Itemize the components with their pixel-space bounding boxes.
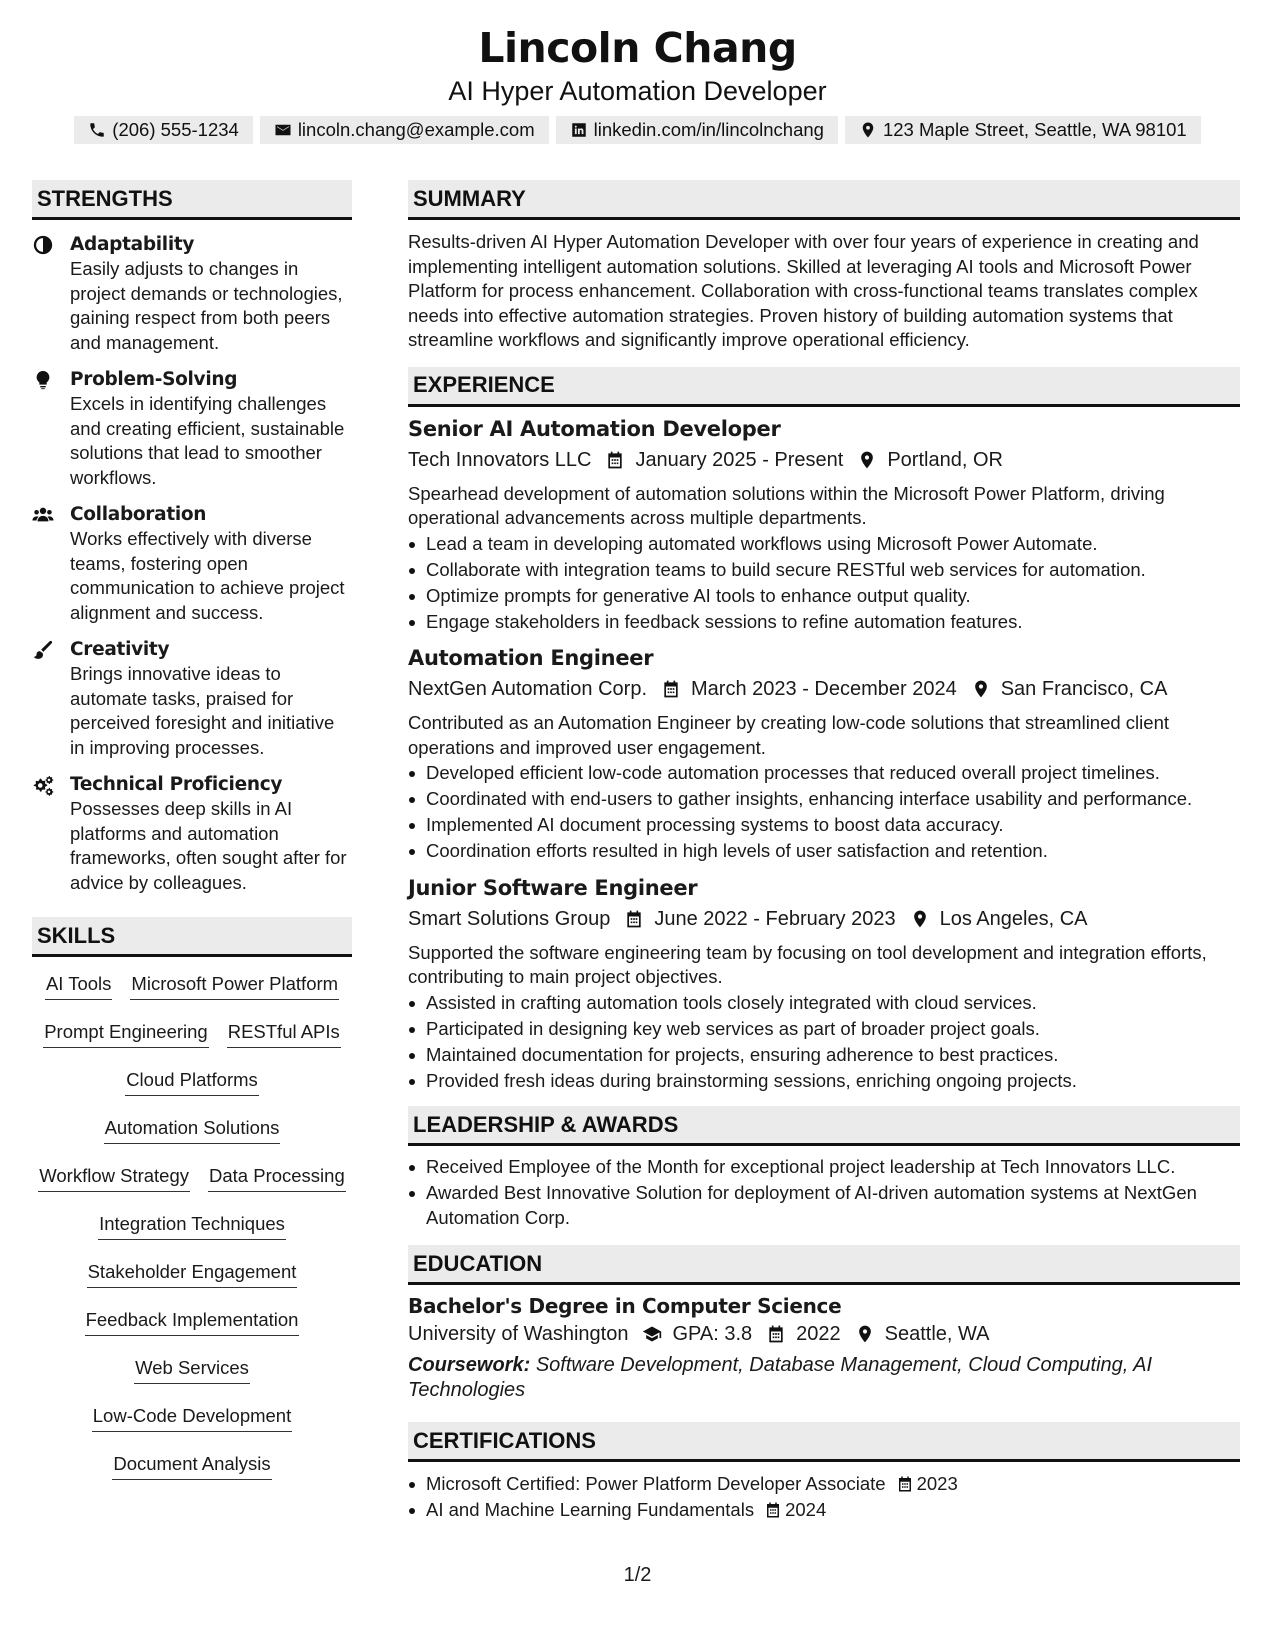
map-pin-icon — [910, 909, 930, 929]
job-bullet: Lead a team in developing automated workflows using Microsoft Power Automate. — [408, 532, 1240, 557]
summary-text: Results-driven AI Hyper Automation Developer with over four years of experience in creating and implementing intelligent automation solutions. Skilled at leveraging AI tools and Microsoft Power Platform for process enhancement. Collaboration with cross-functional teams translates complex needs into effective automation strategies. Proven history of building automation systems that streamline workflows and significantly improve operational efficiency. — [408, 231, 1199, 350]
phone-icon — [88, 121, 106, 139]
job-bullet: Assisted in crafting automation tools closely integrated with cloud services. — [408, 991, 1240, 1016]
job-bullet: Optimize prompts for generative AI tools to enhance output quality. — [408, 584, 1240, 609]
skill-tag: Integration Techniques — [98, 1207, 286, 1240]
education-heading: EDUCATION — [408, 1245, 1240, 1285]
skill-tag: Automation Solutions — [104, 1111, 281, 1144]
skill-tag: Data Processing — [208, 1159, 346, 1192]
email-text: lincoln.chang@example.com — [297, 119, 535, 140]
certification-year: 2024 — [785, 1499, 827, 1520]
map-pin-icon — [859, 121, 877, 139]
job-bullets — [408, 991, 1240, 1094]
strength-item — [32, 773, 352, 895]
graduation-cap-icon — [642, 1324, 662, 1344]
users-icon — [32, 504, 54, 526]
degree-title: Bachelor's Degree in Computer Science — [408, 1294, 842, 1318]
contact-email[interactable] — [260, 116, 549, 144]
contact-bar — [0, 116, 1275, 144]
job-meta — [408, 445, 1240, 475]
job-bullet: Maintained documentation for projects, ensuring adherence to best practices. — [408, 1043, 1240, 1068]
strength-title: Problem-Solving — [70, 369, 238, 390]
skill-tag: Prompt Engineering — [43, 1015, 209, 1048]
skill-tag: Feedback Implementation — [85, 1303, 300, 1336]
job-company: Tech Innovators LLC — [408, 448, 592, 471]
strength-title: Creativity — [70, 639, 170, 660]
graduation-year: 2022 — [796, 1323, 841, 1345]
phone-text: (206) 555-1234 — [112, 119, 239, 140]
job-bullet: Coordination efforts resulted in high levels of user satisfaction and retention. — [408, 839, 1240, 864]
job-bullets — [408, 532, 1240, 635]
job-entry — [408, 415, 1240, 635]
award-bullet: Awarded Best Innovative Solution for deployment of AI-driven automation systems at NextGen Automation Corp. — [408, 1181, 1240, 1230]
strength-desc: Works effectively with diverse teams, fostering open communication to achieve project alignment and success. — [70, 528, 345, 623]
contact-address — [845, 116, 1201, 144]
certification-year: 2023 — [916, 1473, 958, 1494]
job-location: Los Angeles, CA — [939, 907, 1088, 930]
left-column — [32, 180, 352, 1495]
job-company: NextGen Automation Corp. — [408, 678, 648, 700]
strength-desc: Excels in identifying challenges and creating efficient, sustainable solutions that lead to smoother workflows. — [70, 393, 345, 488]
strength-title: Technical Proficiency — [70, 774, 283, 795]
leadership-heading: LEADERSHIP & AWARDS — [408, 1106, 1240, 1146]
calendar-icon — [624, 909, 644, 929]
map-pin-icon — [857, 450, 877, 470]
calendar-icon — [766, 1324, 786, 1344]
job-dates: June 2022 - February 2023 — [654, 907, 896, 930]
job-bullet: Coordinated with end-users to gather insights, enhancing interface usability and performance. — [408, 787, 1240, 812]
paintbrush-icon — [32, 639, 54, 661]
skill-tag: Stakeholder Engagement — [87, 1255, 298, 1288]
school-location: Seattle, WA — [884, 1323, 990, 1345]
job-entry — [408, 874, 1240, 1094]
strengths-heading: STRENGTHS — [32, 180, 352, 220]
skill-tag: RESTful APIs — [227, 1015, 341, 1048]
skill-tag: Web Services — [134, 1351, 250, 1384]
certification-item — [408, 1498, 1240, 1523]
skill-tag: Cloud Platforms — [125, 1063, 259, 1096]
linkedin-text: linkedin.com/in/lincolnchang — [593, 119, 824, 140]
gpa: GPA: 3.8 — [672, 1323, 753, 1345]
job-dates: March 2023 - December 2024 — [691, 678, 957, 700]
skills-list — [32, 967, 352, 1495]
job-bullet: Provided fresh ideas during brainstorming sessions, enriching ongoing projects. — [408, 1069, 1240, 1094]
job-meta — [408, 904, 1240, 934]
contact-linkedin[interactable] — [556, 116, 838, 144]
strengths-list — [32, 233, 352, 895]
strength-desc: Easily adjusts to changes in project demands or technologies, gaining respect from both peers and management. — [70, 258, 343, 353]
job-dates: January 2025 - Present — [635, 448, 844, 471]
certification-name: Microsoft Certified: Power Platform Developer Associate — [426, 1473, 886, 1494]
job-bullets — [408, 761, 1240, 864]
half-circle-icon — [32, 234, 54, 256]
job-location: Portland, OR — [887, 448, 1003, 471]
coursework-text: Software Development, Database Management, Cloud Computing, AI Technologies — [408, 1354, 1153, 1401]
strength-item — [32, 233, 352, 355]
strength-title: Collaboration — [70, 504, 207, 525]
calendar-icon — [764, 1501, 782, 1519]
skills-heading: SKILLS — [32, 917, 352, 957]
job-description: Spearhead development of automation solutions within the Microsoft Power Platform, driving operational advancements across multiple departments. — [408, 482, 1165, 528]
strength-item — [32, 368, 352, 490]
strength-desc: Possesses deep skills in AI platforms and automation frameworks, often sought after for advice by colleagues. — [70, 798, 347, 893]
certification-item — [408, 1472, 1240, 1497]
address-text: 123 Maple Street, Seattle, WA 98101 — [882, 119, 1187, 140]
strength-desc: Brings innovative ideas to automate tasks, praised for perceived foresight and initiative in improving processes. — [70, 663, 335, 758]
skill-tag: Document Analysis — [112, 1447, 271, 1480]
right-column — [408, 180, 1240, 1524]
certifications-heading: CERTIFICATIONS — [408, 1422, 1240, 1462]
education-meta — [408, 1319, 1240, 1349]
job-bullet: Collaborate with integration teams to build secure RESTful web services for automation. — [408, 558, 1240, 583]
resume-header — [0, 22, 1275, 144]
leadership-bullets — [408, 1155, 1240, 1230]
job-title: Junior Software Engineer — [408, 875, 698, 900]
certifications-list — [408, 1472, 1240, 1523]
job-location: San Francisco, CA — [1000, 678, 1168, 700]
strength-title: Adaptability — [70, 234, 195, 255]
envelope-icon — [274, 121, 292, 139]
strength-item — [32, 503, 352, 625]
job-title: Senior AI Automation Developer — [408, 416, 781, 441]
calendar-icon — [661, 679, 681, 699]
skill-tag: Low-Code Development — [92, 1399, 292, 1432]
coursework — [408, 1353, 1240, 1402]
skill-tag: Workflow Strategy — [38, 1159, 190, 1192]
job-bullet: Implemented AI document processing systems to boost data accuracy. — [408, 813, 1240, 838]
job-description: Supported the software engineering team by focusing on tool development and integration efforts, contributing to main project objectives. — [408, 941, 1207, 987]
certification-name: AI and Machine Learning Fundamentals — [426, 1499, 755, 1520]
skill-tag: Microsoft Power Platform — [130, 967, 339, 1000]
school-name: University of Washington — [408, 1323, 629, 1345]
page-number: 1/2 — [623, 1564, 652, 1586]
contact-phone[interactable] — [74, 116, 253, 144]
strength-item — [32, 638, 352, 760]
map-pin-icon — [971, 679, 991, 699]
candidate-title: AI Hyper Automation Developer — [448, 76, 827, 106]
job-bullet: Engage stakeholders in feedback sessions to refine automation features. — [408, 610, 1240, 635]
skill-tag: AI Tools — [45, 967, 112, 1000]
candidate-name: Lincoln Chang — [478, 24, 797, 72]
job-bullet: Participated in designing key web services as part of broader project goals. — [408, 1017, 1240, 1042]
calendar-icon — [896, 1475, 914, 1493]
summary-heading: SUMMARY — [408, 180, 1240, 220]
job-meta — [408, 674, 1240, 704]
award-bullet: Received Employee of the Month for exceptional project leadership at Tech Innovators LLC. — [408, 1155, 1240, 1180]
job-bullet: Developed efficient low-code automation processes that reduced overall project timelines. — [408, 761, 1240, 786]
map-pin-icon — [855, 1324, 875, 1344]
job-title: Automation Engineer — [408, 646, 654, 670]
gears-icon — [32, 774, 54, 796]
job-company: Smart Solutions Group — [408, 907, 611, 930]
lightbulb-icon — [32, 369, 54, 391]
experience-heading: EXPERIENCE — [408, 367, 1240, 407]
job-description: Contributed as an Automation Engineer by creating low-code solutions that streamlined client operations and improved user engagement. — [408, 712, 1169, 758]
job-entry — [408, 644, 1240, 864]
coursework-label: Coursework: — [408, 1354, 531, 1376]
calendar-icon — [605, 450, 625, 470]
linkedin-icon — [570, 121, 588, 139]
